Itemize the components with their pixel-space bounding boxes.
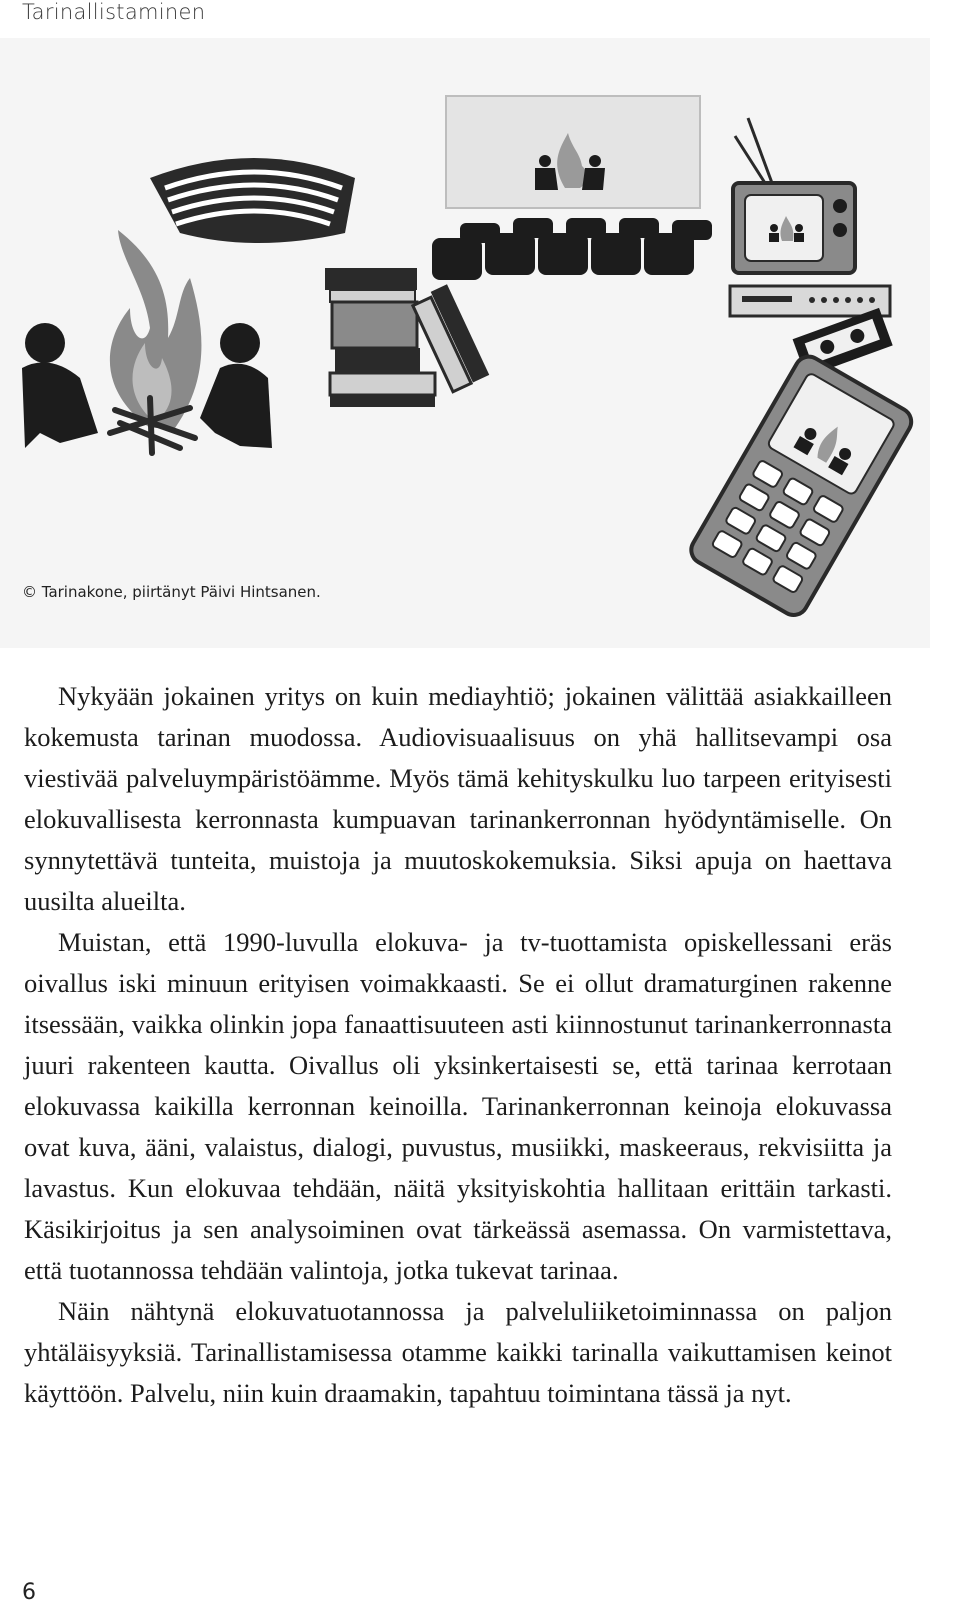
paragraph-3: Näin nähtynä elokuvatuotannossa ja palveluliiketoiminnassa on paljon yhtäläisyyksiä. Tarinallistamisessa otamme kaikki tarinalla vaikuttamisen keinot käyttöön. Palvelu, niin kuin draamakin, tapahtuu toimintana tässä ja nyt. [24,1296,892,1408]
paragraph-2: Muistan, että 1990-luvulla elokuva- ja tv-tuottamista opiskellessani eräs oivallus iski minuun erityisen voimakkaasti. Se ei ollut dramaturginen rakenne itsessään, vaikka olinkin jopa fanaattisuuteen asti kiinnostunut tarinankerronnasta juuri rakenteen kautta. Oivallus oli yksinkertaisesti se, että tarinaa kerrotaan elokuvassa kaikilla kerronnan keinoilla. Tarinankerronnan keinoja elokuvassa ovat kuva, ääni, valaistus, dialogi, puvustus, musiikki, maskeeraus, rekvisiitta ja lavastus. Kun elokuvaa tehdään, näitä yksityiskohtia hallitaan erittäin tarkasti. Käsikirjoitus ja sen analysoiminen ovat tärkeässä asemassa. On varmistettava, että tuotannossa tehdään valintoja, jotka tukevat tarinaa. [24,927,892,1285]
figure-credit: © Tarinakone, piirtänyt Päivi Hintsanen. [22,583,321,601]
page-number: 6 [22,1580,36,1605]
storytelling-media-illustration [0,38,930,648]
illustration-figure [0,38,930,648]
running-title: Tarinallistaminen [22,0,206,24]
television-icon [730,118,890,316]
mobile-phone-icon [686,352,916,621]
amphitheater-icon [150,158,355,243]
body-text [24,676,892,1414]
campfire-storytellers-icon [22,230,272,453]
paragraph-1: Nykyään jokainen yritys on kuin mediayhtiö; jokainen välittää asiakkailleen kokemusta tarinan muodossa. Audiovisuaalisuus on yhä hallitsevampi osa viestivää palveluympäristöämme. Myös tämä kehityskulku luo tarpeen erityisesti elokuvallisesta kerronnasta kumpuavan tarinankerronnan hyödyntämiselle. On synnytettävä tunteita, muistoja ja muutoskokemuksia. Siksi apuja on haettava uusilta alueilta. [24,681,892,916]
cinema-screen-icon [432,96,712,280]
books-icon [325,268,489,407]
